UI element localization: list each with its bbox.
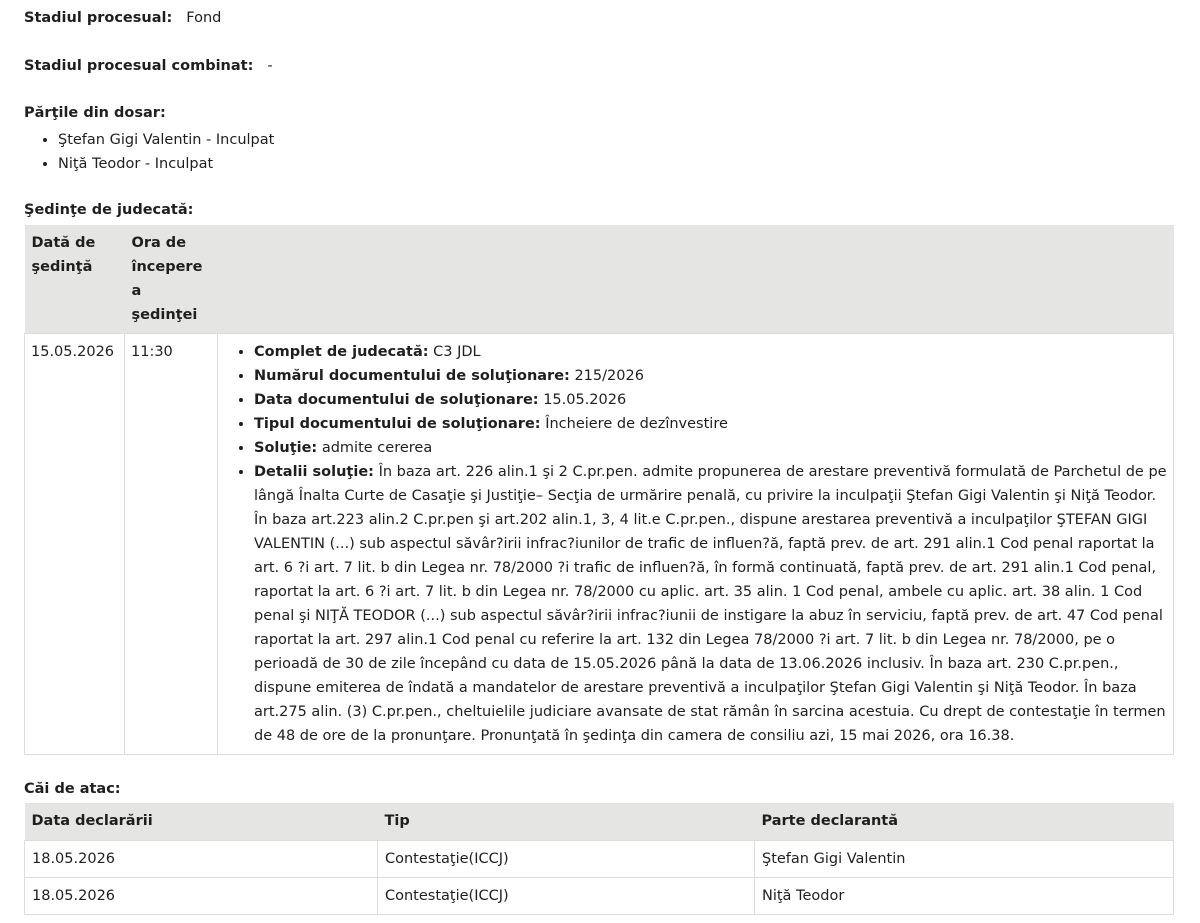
detail-detalii-solutie: [254, 460, 1167, 748]
detail-data-document: [254, 388, 1167, 412]
col-header-tip: Tip: [378, 803, 755, 840]
stadiu-combinat-label: Stadiul procesual combinat:: [24, 58, 254, 74]
cai-atac-label: Căi de atac:: [24, 781, 121, 797]
detail-key: Numărul documentului de soluţionare:: [254, 368, 570, 384]
hearing-time: 11:30: [125, 334, 218, 755]
stadiu-procesual-value: Fond: [186, 10, 222, 26]
cai-atac-heading: [24, 781, 121, 797]
appeal-date: 18.05.2026: [25, 840, 378, 877]
parti-heading: [24, 105, 166, 121]
stadiu-procesual-label: Stadiul procesual:: [24, 10, 173, 26]
detail-value: Încheiere de dezînvestire: [545, 416, 728, 432]
party-item: • Niţă Teodor - Inculpat: [58, 152, 274, 176]
table-row: [25, 877, 1174, 914]
detail-key: Complet de judecată:: [254, 344, 429, 360]
appeal-type: Contestaţie(ICCJ): [378, 840, 755, 877]
table-row: [25, 840, 1174, 877]
parti-list: [24, 128, 274, 176]
detail-key: Soluţie:: [254, 440, 318, 456]
appeals-table: [24, 803, 1174, 915]
parti-label: Părţile din dosar:: [24, 105, 166, 121]
stadiu-combinat-value: -: [267, 58, 273, 74]
col-header-date: Dată de şedinţă: [25, 225, 125, 334]
hearing-date: 15.05.2026: [25, 334, 125, 755]
detail-complet: [254, 340, 1167, 364]
details-list: [226, 340, 1167, 748]
appeal-party: Niţă Teodor: [755, 877, 1174, 914]
appeal-party: Ştefan Gigi Valentin: [755, 840, 1174, 877]
detail-value: C3 JDL: [433, 344, 481, 360]
party-item: • Ştefan Gigi Valentin - Inculpat: [58, 128, 274, 152]
stadiu-procesual-row: [24, 10, 221, 26]
hearings-table: [24, 225, 1174, 755]
detail-value: admite cererea: [321, 440, 433, 456]
stadiu-combinat-row: [24, 58, 273, 74]
table-row: [25, 334, 1174, 755]
detail-value: 215/2026: [574, 368, 644, 384]
appeals-header-row: [25, 803, 1174, 840]
sedinte-heading: [24, 202, 193, 218]
detail-key: Tipul documentului de soluţionare:: [254, 416, 541, 432]
detail-value: 15.05.2026: [543, 392, 627, 408]
detail-value: În baza art. 226 alin.1 şi 2 C.pr.pen. admite propunerea de arestare preventivă formulată de Parchetul de pe lângă Înalta Curte de Casaţie şi Justiţie– Secţia de urmărire penală, cu privire la inculpaţii Ştefan Gigi Valentin şi Niţă Teodor. În baza art.223 alin.2 C.pr.pen şi art.202 alin.1, 3, 4 lit.e C.pr.pen., dispune arestarea preventivă a inculpaţilor ŞTEFAN GIGI VALENTIN (...) sub aspectul săvâr?irii infrac?iunilor de trafic de influen?ă, faptă prev. de art. 291 alin.1 Cod penal raportat la art. 6 ?i art. 7 lit. b din Legea nr. 78/2000 ?i trafic de influen?ă, în formă continuată, faptă prev. de art. 291 alin.1 Cod penal, raportat la art. 6 ?i art. 7 lit. b din Legea nr. 78/2000 cu aplic. art. 35 alin. 1 Cod penal, ambele cu aplic. art. 38 alin. 1 Cod penal şi NIŢĂ TEODOR (...) sub aspectul săvâr?irii infrac?iunii de instigare la abuz în serviciu, faptă prev. de art. 47 Cod penal raportat la art. 297 alin.1 Cod penal cu referire la art. 132 din Legea 78/2000 ?i art. 7 lit. b din Legea nr. 78/2000, pe o perioadă de 30 de zile începând cu data de 15.05.2026 până la data de 13.06.2026 inclusiv. În baza art. 230 C.pr.pen., dispune emiterea de îndată a mandatelor de arestare preventivă a inculpaţilor Ştefan Gigi Valentin şi Niţă Teodor. În baza art.275 alin. (3) C.pr.pen., cheltuielile judiciare avansate de stat rămân în sarcina acestuia. Cu drept de contestaţie în termen de 48 de ore de la pronunţare. Pronunţată în şedinţa din camera de consiliu azi, 15 mai 2026, ora 16.38.: [254, 464, 1167, 744]
detail-solutie: [254, 436, 1167, 460]
hearing-details: [218, 334, 1174, 755]
col-header-data-declararii: Data declarării: [25, 803, 378, 840]
appeal-type: Contestaţie(ICCJ): [378, 877, 755, 914]
detail-key: Detalii soluţie:: [254, 464, 374, 480]
hearings-header-row: [25, 225, 1174, 334]
col-header-time: Ora de începere a şedinţei: [125, 225, 218, 334]
appeal-date: 18.05.2026: [25, 877, 378, 914]
detail-tip-document: [254, 412, 1167, 436]
col-header-details: [218, 225, 1174, 334]
detail-key: Data documentului de soluţionare:: [254, 392, 539, 408]
sedinte-label: Şedinţe de judecată:: [24, 202, 194, 218]
detail-numar-document: [254, 364, 1167, 388]
col-header-parte: Parte declarantă: [755, 803, 1174, 840]
